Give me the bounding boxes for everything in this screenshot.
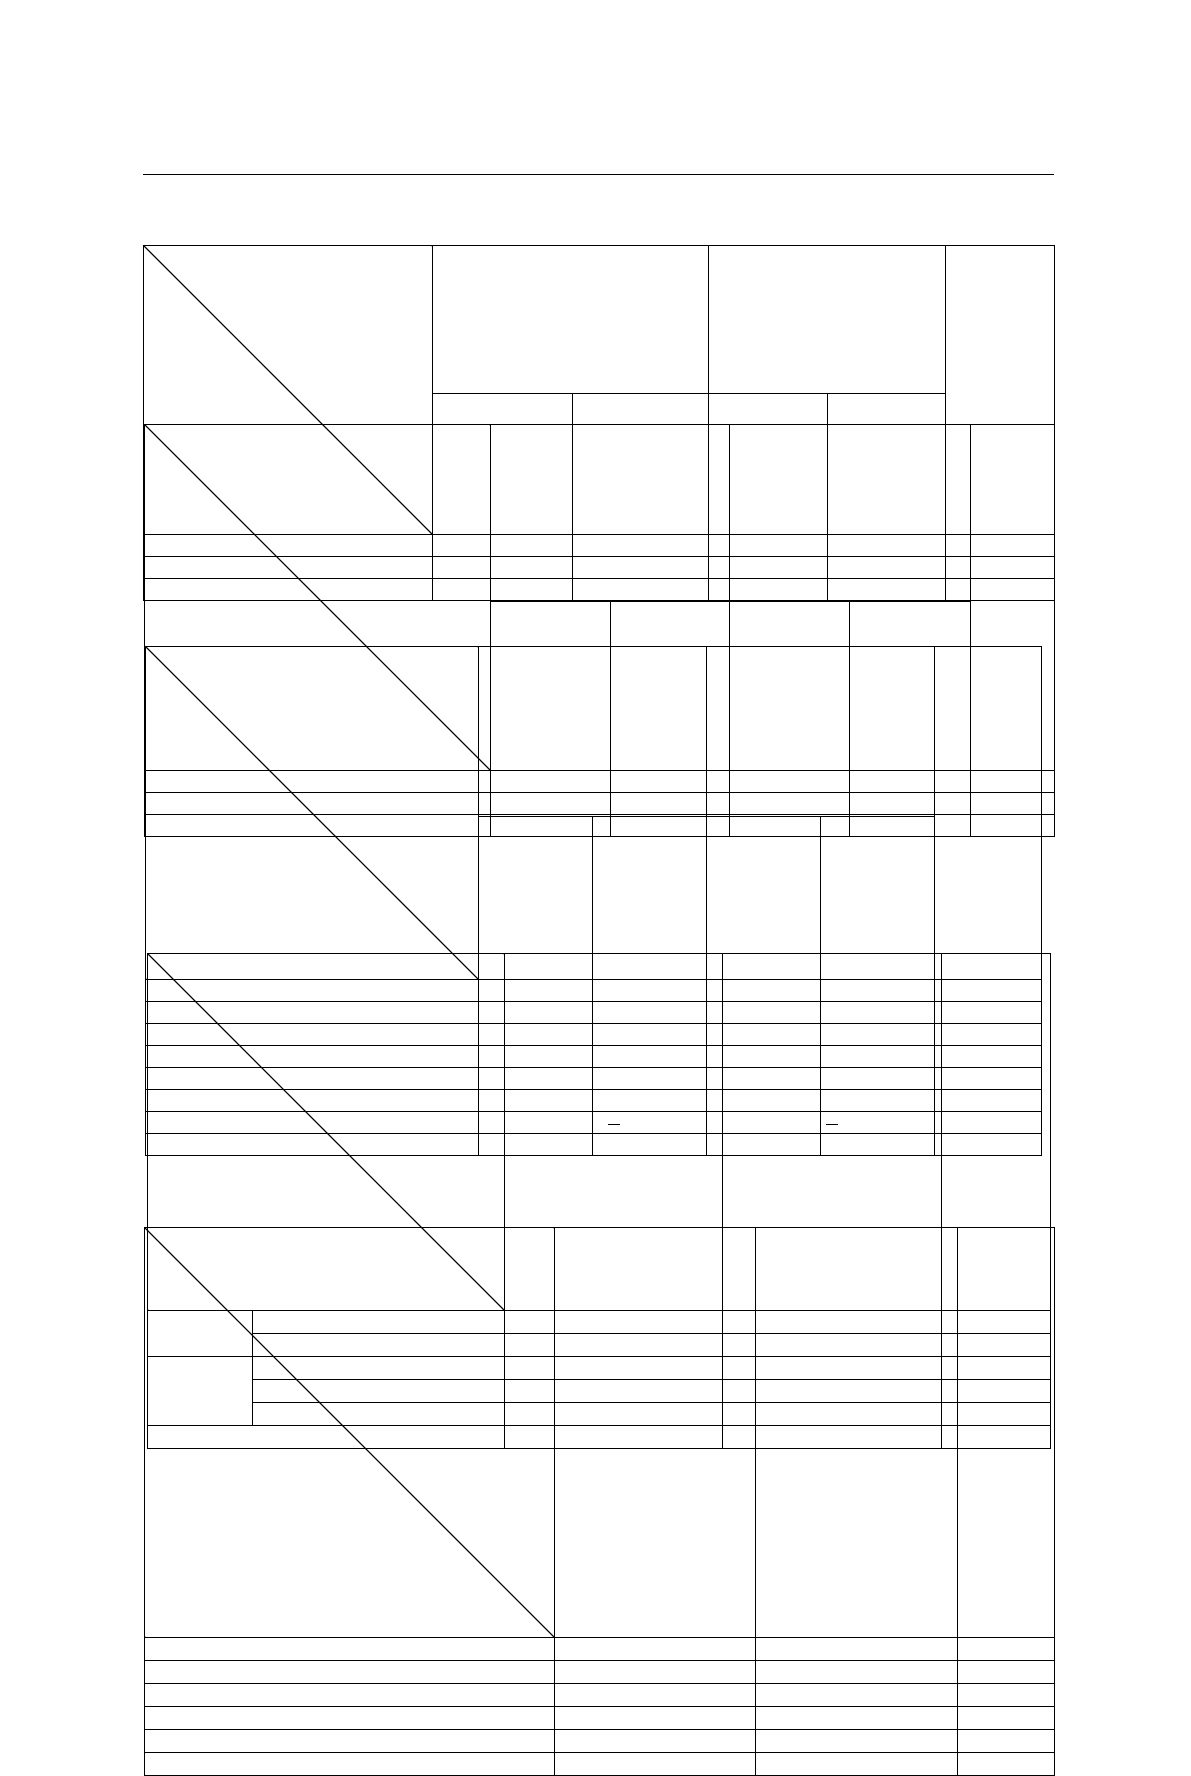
header-group-cell <box>479 647 707 817</box>
data-cell <box>756 1753 958 1776</box>
table-row <box>145 1684 1055 1707</box>
diagonal-header-cell <box>145 1228 555 1638</box>
header-cell <box>555 1228 756 1638</box>
header-group-cell <box>709 246 946 394</box>
row-label-cell <box>145 1684 555 1707</box>
table-row <box>145 1730 1055 1753</box>
row-label-cell <box>145 1638 555 1661</box>
row-label-cell <box>145 1753 555 1776</box>
header-cell <box>935 647 1042 980</box>
table-row <box>145 1638 1055 1661</box>
data-cell <box>756 1638 958 1661</box>
data-cell <box>555 1638 756 1661</box>
overline-mark <box>826 1123 838 1139</box>
data-cell <box>555 1730 756 1753</box>
table-row <box>145 1661 1055 1684</box>
header-cell <box>958 1228 1055 1638</box>
data-cell <box>555 1707 756 1730</box>
data-cell <box>756 1730 958 1753</box>
header-group-cell <box>730 425 971 602</box>
header-group-cell <box>491 425 730 602</box>
header-rule <box>143 174 1054 175</box>
data-cell <box>958 1638 1055 1661</box>
table-row <box>145 1753 1055 1776</box>
header-cell <box>756 1228 958 1638</box>
data-cell <box>958 1684 1055 1707</box>
data-cell <box>555 1753 756 1776</box>
row-label-cell <box>145 1730 555 1753</box>
data-cell <box>756 1707 958 1730</box>
overline-mark <box>649 1424 661 1440</box>
header-group-cell <box>707 647 935 817</box>
overline-mark <box>608 1123 620 1139</box>
data-cell <box>756 1661 958 1684</box>
diagonal-header-cell <box>146 647 479 980</box>
data-cell <box>958 1730 1055 1753</box>
data-cell <box>958 1707 1055 1730</box>
data-cell <box>555 1661 756 1684</box>
header-group-cell <box>433 246 709 394</box>
row-label-cell <box>145 1661 555 1684</box>
data-cell <box>555 1684 756 1707</box>
overline-mark <box>851 1424 863 1440</box>
data-cell <box>958 1753 1055 1776</box>
table-row <box>145 1707 1055 1730</box>
data-cell <box>756 1684 958 1707</box>
data-cell <box>958 1661 1055 1684</box>
row-label-cell <box>145 1707 555 1730</box>
table-5 <box>144 1227 1055 1776</box>
